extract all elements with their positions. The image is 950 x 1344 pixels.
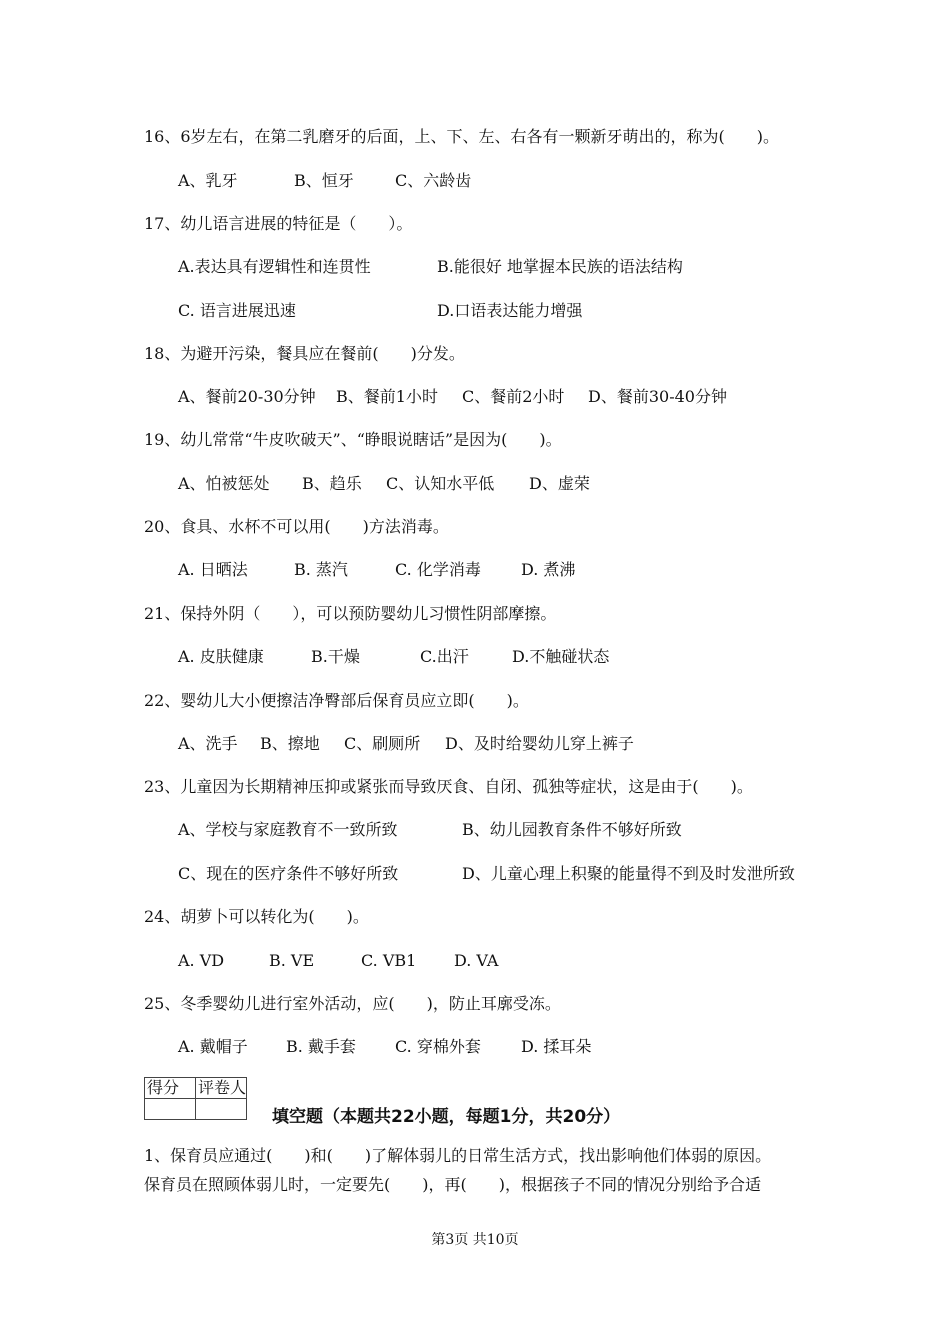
question-24-stem: 24、胡萝卜可以转化为( )。	[144, 907, 369, 926]
question-16-stem: 16、6岁左右，在第二乳磨牙的后面，上、下、左、右各有一颗新牙萌出的，称为( )。	[144, 127, 780, 146]
question-22-option-d: D、及时给婴幼儿穿上裤子	[445, 734, 634, 753]
question-19-option-d: D、虚荣	[529, 474, 590, 493]
question-18-option-a: A、餐前20-30分钟	[178, 387, 316, 406]
question-20-stem: 20、食具、水杯不可以用( )方法消毒。	[144, 517, 449, 536]
question-23-option-a: A、学校与家庭教育不一致所致	[178, 820, 398, 839]
question-18-option-c: C、餐前2小时	[462, 387, 565, 406]
question-19-option-b: B、趋乐	[302, 474, 362, 493]
question-20-option-a: A. 日晒法	[178, 560, 248, 579]
page-footer: 第3页 共10页	[431, 1232, 519, 1248]
question-16-option-b: B、恒牙	[294, 171, 354, 190]
question-21-option-a: A. 皮肤健康	[178, 647, 264, 666]
question-20-option-c: C. 化学消毒	[395, 560, 481, 579]
question-25-option-b: B. 戴手套	[286, 1037, 356, 1056]
grader-cell	[196, 1099, 247, 1120]
question-23-option-d: D、儿童心理上积聚的能量得不到及时发泄所致	[462, 864, 795, 883]
section-title: 填空题（本题共22小题，每题1分，共20分）	[272, 1107, 621, 1127]
question-24-option-d: D. VA	[454, 951, 499, 970]
question-22-stem: 22、婴幼儿大小便擦洁净臀部后保育员应立即( )。	[144, 691, 529, 710]
question-18-option-b: B、餐前1小时	[336, 387, 438, 406]
question-19-stem: 19、幼儿常常“牛皮吹破天”、“睁眼说瞎话”是因为( )。	[144, 430, 562, 449]
question-17-option-d: D.口语表达能力增强	[437, 301, 583, 320]
question-21-option-d: D.不触碰状态	[512, 647, 610, 666]
score-label: 得分	[145, 1078, 196, 1099]
question-25-option-a: A. 戴帽子	[178, 1037, 248, 1056]
fill-blank-line-2: 保育员在照顾体弱儿时，一定要先( )，再( )，根据孩子不同的情况分别给予合适	[144, 1175, 761, 1194]
score-cell	[145, 1099, 196, 1120]
question-23-stem: 23、儿童因为长期精神压抑或紧张而导致厌食、自闭、孤独等症状，这是由于( )。	[144, 777, 753, 796]
question-22-option-c: C、刷厕所	[344, 734, 421, 753]
question-24-option-b: B. VE	[269, 951, 315, 970]
question-20-option-d: D. 煮沸	[521, 560, 576, 579]
question-25-option-d: D. 揉耳朵	[521, 1037, 592, 1056]
question-21-option-c: C.出汗	[420, 647, 469, 666]
question-24-option-c: C. VB1	[361, 951, 417, 970]
question-20-option-b: B. 蒸汽	[294, 560, 348, 579]
score-box	[144, 1077, 247, 1120]
question-17-stem: 17、幼儿语言进展的特征是（ ）。	[144, 214, 413, 233]
question-18-stem: 18、为避开污染，餐具应在餐前( )分发。	[144, 344, 465, 363]
fill-blank-line-1: 1、保育员应通过( )和( )了解体弱儿的日常生活方式，找出影响他们体弱的原因。	[144, 1146, 772, 1165]
question-17-option-c: C. 语言进展迅速	[178, 301, 296, 320]
question-23-option-b: B、幼儿园教育条件不够好所致	[462, 820, 682, 839]
question-22-option-b: B、擦地	[260, 734, 320, 753]
question-16-option-a: A、乳牙	[178, 171, 238, 190]
question-22-option-a: A、洗手	[178, 734, 238, 753]
question-23-option-c: C、现在的医疗条件不够好所致	[178, 864, 399, 883]
question-25-stem: 25、冬季婴幼儿进行室外活动，应( )，防止耳廓受冻。	[144, 994, 561, 1013]
question-25-option-c: C. 穿棉外套	[395, 1037, 481, 1056]
question-19-option-c: C、认知水平低	[386, 474, 495, 493]
question-21-option-b: B.干燥	[311, 647, 360, 666]
grader-label: 评卷人	[196, 1078, 247, 1099]
question-24-option-a: A. VD	[178, 951, 225, 970]
question-17-option-a: A.表达具有逻辑性和连贯性	[178, 257, 371, 276]
question-19-option-a: A、怕被惩处	[178, 474, 270, 493]
question-16-option-c: C、六龄齿	[395, 171, 472, 190]
question-18-option-d: D、餐前30-40分钟	[588, 387, 727, 406]
question-21-stem: 21、保持外阴（ ），可以预防婴幼儿习惯性阴部摩擦。	[144, 604, 557, 623]
question-17-option-b: B.能很好 地掌握本民族的语法结构	[437, 257, 683, 276]
